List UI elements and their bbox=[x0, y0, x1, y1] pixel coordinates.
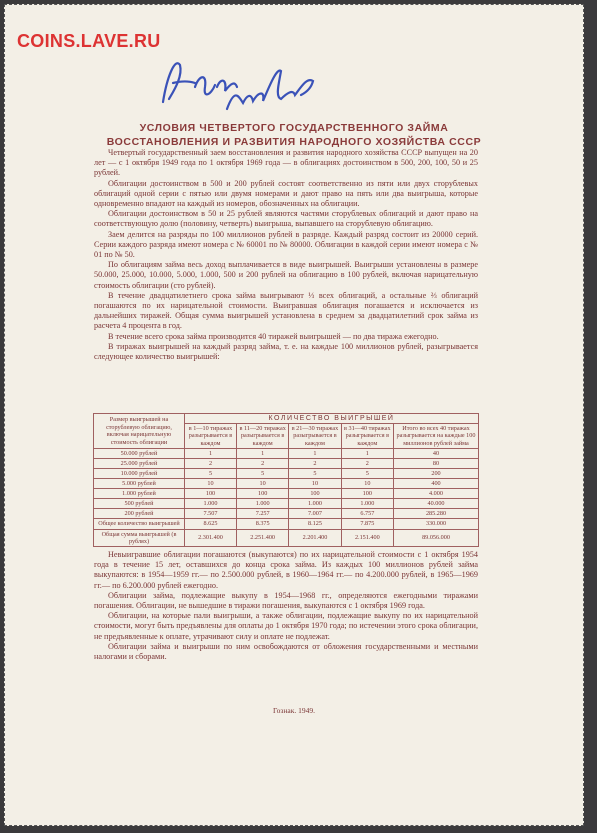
paragraph: В течение всего срока займа производится 40 тиражей выигрышей — по два тиража ежегодно. bbox=[108, 331, 439, 341]
cell: 1 bbox=[185, 449, 237, 459]
table-row bbox=[94, 449, 479, 459]
header-col-total: Итого во всех 40 тиражах разыгрывается на каждые 100 миллионов рублей займа bbox=[394, 424, 479, 449]
cell: 89.056.000 bbox=[394, 529, 479, 547]
paragraph: Облигации, на которые пали выигрыши, а также облигации, подлежащие выкупу по их нарицательной стоимости, могут быть предъявлены для оплаты до 1 октября 1970 года; по истечении этого срока облигации, не предъявленные к оплате, утрачивают силу и оплате не подлежат. bbox=[94, 611, 478, 641]
cell: 5 bbox=[341, 469, 393, 479]
cell: 100 bbox=[289, 489, 341, 499]
title-line-1: УСЛОВИЯ ЧЕТВЕРТОГО ГОСУДАРСТВЕННОГО ЗАЙМА bbox=[139, 122, 449, 134]
cell: 330.000 bbox=[394, 519, 479, 529]
cell: Общая сумма выигрышей (в рублях) bbox=[94, 529, 185, 547]
cell: 5 bbox=[185, 469, 237, 479]
cell: 8.125 bbox=[289, 519, 341, 529]
cell: 100 bbox=[185, 489, 237, 499]
cell: 200 bbox=[394, 469, 479, 479]
paragraph: Облигации достоинством в 50 и 25 рублей являются частями сторублевых облигаций и дают право на соответствующую долю (половину, четверть) выигрыша, выпавшего на сторублевую облигацию. bbox=[94, 209, 478, 229]
paragraph: В тиражах выигрышей на каждый разряд займа, т. е. на каждые 100 миллионов рублей, разыгрывается следующее количество выигрышей: bbox=[94, 341, 478, 362]
conditions-text-continued bbox=[94, 550, 478, 662]
cell: 500 рублей bbox=[94, 499, 185, 509]
cell: 2 bbox=[289, 459, 341, 469]
cell: 5 bbox=[236, 469, 288, 479]
table-row-total-sum bbox=[94, 529, 479, 547]
cell: 2.201.400 bbox=[289, 529, 341, 547]
cell: 1.000 bbox=[341, 499, 393, 509]
cell: 6.757 bbox=[341, 509, 393, 519]
handwritten-signature bbox=[155, 47, 325, 117]
cell: 10.000 рублей bbox=[94, 469, 185, 479]
cell: 80 bbox=[394, 459, 479, 469]
cell: 1.000 bbox=[185, 499, 237, 509]
cell: 2 bbox=[185, 459, 237, 469]
cell: 5 bbox=[289, 469, 341, 479]
cell: 5.000 рублей bbox=[94, 479, 185, 489]
cell: 1.000 bbox=[289, 499, 341, 509]
cell: 50.000 рублей bbox=[94, 449, 185, 459]
header-group: КОЛИЧЕСТВО ВЫИГРЫШЕЙ bbox=[185, 414, 479, 424]
title-line-2: ВОССТАНОВЛЕНИЯ И РАЗВИТИЯ НАРОДНОГО ХОЗЯЙСТВА СССР bbox=[106, 136, 482, 148]
cell: 200 рублей bbox=[94, 509, 185, 519]
cell: 2.251.400 bbox=[236, 529, 288, 547]
table-row bbox=[94, 459, 479, 469]
cell: 25.000 рублей bbox=[94, 459, 185, 469]
cell: 7.875 bbox=[341, 519, 393, 529]
watermark: COINS.LAVE.RU bbox=[17, 31, 161, 51]
cell: 10 bbox=[185, 479, 237, 489]
cell: 7.257 bbox=[236, 509, 288, 519]
header-col-2: в 11—20 тиражах разыгрывается в каждом bbox=[236, 424, 288, 449]
paragraph: Невыигравшие облигации погашаются (выкупаются) по их нарицательной стоимости с 1 октября 1954 года в течение 15 лет, оставшихся до конца срока займа. Из каждых 100 миллионов рублей займа выкупаются: в 1954—1959 гг.— по 2.500.000 рублей, в 1960—1964 гг.— по 4.200.000 рублей, в 1965—1969 гг.— по 6.200.000 рублей ежегодно. bbox=[94, 550, 478, 590]
cell: 100 bbox=[341, 489, 393, 499]
cell: 285.280 bbox=[394, 509, 479, 519]
cell: 40 bbox=[394, 449, 479, 459]
table-row bbox=[94, 509, 479, 519]
cell: 8.625 bbox=[185, 519, 237, 529]
table-row-total-count bbox=[94, 519, 479, 529]
cell: 10 bbox=[236, 479, 288, 489]
cell: 2 bbox=[341, 459, 393, 469]
cell: 1.000 рублей bbox=[94, 489, 185, 499]
cell: 8.375 bbox=[236, 519, 288, 529]
paragraph: Облигации займа и выигрыши по ним освобождаются от обложения государственными и местными налогами и сборами. bbox=[94, 641, 478, 662]
table-row bbox=[94, 479, 479, 489]
table-row bbox=[94, 499, 479, 509]
cell: 100 bbox=[236, 489, 288, 499]
cell: 1 bbox=[341, 449, 393, 459]
cell: 7.507 bbox=[185, 509, 237, 519]
header-col-1: в 1—10 тиражах разыгрывается в каждом bbox=[185, 424, 237, 449]
header-prize-size: Размер выигрышей на сторублевую облигацию, включая нарицательную стоимость облигации bbox=[94, 414, 185, 449]
paragraph: В течение двадцатилетнего срока займа выигрывают ⅓ всех облигаций, а остальные ⅔ облигаций погашаются по их нарицательной стоимости. Выигравшая облигация погашается и исключается из дальнейших тиражей. Общая сумма выигрышей установлена в среднем за двадцатилетний срок займа из расчета 4 процента в год. bbox=[94, 290, 478, 331]
cell: 7.007 bbox=[289, 509, 341, 519]
paragraph: Облигации достоинством в 500 и 200 рублей состоят соответственно из пяти или двух сторублевых облигаций одной серии с пятью или двумя номерами и дают право на пять или два выигрыша, которые одновременно впадают на каждый из номеров, обозначенных на облигации. bbox=[94, 178, 478, 209]
paragraph: По облигациям займа весь доход выплачивается в виде выигрышей. Выигрыши установлены в размере 50.000, 25.000, 10.000, 5.000, 1.000, 500 и 200 рублей на облигацию в 100 рублей, включая нарицательную стоимость облигации (сто рублей). bbox=[94, 260, 478, 290]
winnings-table bbox=[93, 413, 479, 547]
cell: 400 bbox=[394, 479, 479, 489]
cell: 1 bbox=[289, 449, 341, 459]
cell: 1.000 bbox=[236, 499, 288, 509]
paragraph: Заем делится на разряды по 100 миллионов рублей в разряде. Каждый разряд состоит из 20000 серий. Серии каждого разряда имеют номера с № 60001 по № 80000. Облигации в каждой серии имеют номера с № 01 по № 50. bbox=[94, 229, 478, 260]
cell: 1 bbox=[236, 449, 288, 459]
cell: 10 bbox=[341, 479, 393, 489]
cell: 2 bbox=[236, 459, 288, 469]
header-col-4: в 31—40 тиражах разыгрывается в каждом bbox=[341, 424, 393, 449]
cell: 2.151.400 bbox=[341, 529, 393, 547]
cell: Общее количество выигрышей bbox=[94, 519, 185, 529]
cell: 40.000 bbox=[394, 499, 479, 509]
conditions-text bbox=[94, 148, 478, 362]
printer-imprint: Гознак. 1949. bbox=[272, 706, 315, 715]
paragraph: Четвертый государственный заем восстановления и развития народного хозяйства СССР выпущен на 20 лет — с 1 октября 1949 года по 1 октября 1969 года — в облигациях достоинством в 500, 200, 100, 50 и 25 рублей. bbox=[94, 148, 478, 178]
cell: 2.301.400 bbox=[185, 529, 237, 547]
paragraph: Облигации займа, подлежащие выкупу в 1954—1968 гг., определяются ежегодными тиражами погашения. Облигации, не вышедшие в тиражи погашения, выкупаются с 1 октября 1969 года. bbox=[94, 590, 478, 611]
table-row bbox=[94, 489, 479, 499]
header-col-3: в 21—30 тиражах разыгрывается в каждом bbox=[289, 424, 341, 449]
cell: 4.000 bbox=[394, 489, 479, 499]
cell: 10 bbox=[289, 479, 341, 489]
bond-conditions-sheet bbox=[4, 4, 584, 826]
table-row bbox=[94, 469, 479, 479]
